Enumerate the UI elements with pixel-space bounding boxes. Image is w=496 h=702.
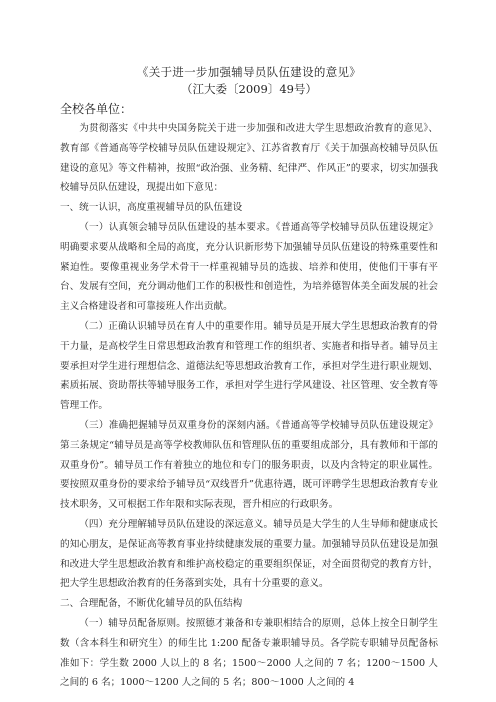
section-heading-2: 二、合理配备，不断优化辅导员的队伍结构 xyxy=(60,598,243,610)
section1-paragraph-2: （二）正确认识辅导员在育人中的重要作用。辅导员是开展大学生思想政治教育的骨干力量，是高校学生日常思想政治教育和管理工作的组织者、实施者和指导者。辅导员主要承担对学生进行理想信念、道德法纪等思想政治教育工作，承担对学生进行职业规划、素质拓展、资助帮扶等辅导服务工作，承担对学生进行学风建设、社区管理、安全教育等管理工作。 xyxy=(60,320,438,412)
section2-paragraph-1: （一）辅导员配备原则。按照德才兼备和专兼职相结合的原则，总体上按全日制学生数（含本科生和研究生）的师生比 1:200 配备专兼职辅导员。各学院专职辅导员配备标准如下：学生数 2000 人以上的 8 名；1500～2000 人之间的 7 名；1200～1500 人之间的 6 名；1000～1200 人之间的 5 名；800～1000 人之间的 4 xyxy=(60,617,438,689)
section1-paragraph-4: （四）充分理解辅导员队伍建设的深远意义。辅导员是大学生的人生导师和健康成长的知心朋友，是保证高等教育事业持续健康发展的重要力量。加强辅导员队伍建设是加强和改进大学生思想政治教育和维护高校稳定的重要组织保证，对全面贯彻党的教育方针，把大学生思想政治教育的任务落到实处，具有十分重要的意义。 xyxy=(60,518,438,590)
document-page xyxy=(60,64,438,693)
section1-paragraph-3: （三）准确把握辅导员双重身份的深刻内涵。《普通高等学校辅导员队伍建设规定》第三条规定“辅导员是高等学校教师队伍和管理队伍的重要组成部分，具有教师和干部的双重身份”。辅导员工作有着独立的地位和专门的服务职责，以及内含特定的职业属性。要按照双重身份的要求给予辅导员“双线晋升”优惠待遇，既可评聘学生思想政治教育专业技术职务，又可根据工作年限和实际表现，晋升相应的行政职务。 xyxy=(60,419,438,511)
intro-paragraph: 为贯彻落实《中共中央国务院关于进一步加强和改进大学生思想政治教育的意见》、教育部《普通高等学校辅导员队伍建设规定》、江苏省教育厅《关于加强高校辅导员队伍建设的意见》等文件精神，按照“政治强、业务精、纪律严、作风正”的要求，切实加强我校辅导员队伍建设，现提出如下意见： xyxy=(60,123,438,194)
section-heading-1: 一、统一认识，高度重视辅导员的队伍建设 xyxy=(60,202,243,214)
salutation: 全校各单位： xyxy=(60,102,133,116)
document-title: 《关于进一步加强辅导员队伍建设的意见》 xyxy=(136,65,362,79)
section1-paragraph-1: （一）认真领会辅导员队伍建设的基本要求。《普通高等学校辅导员队伍建设规定》明确要求要从战略和全局的高度，充分认识新形势下加强辅导员队伍建设的特殊重要性和紧迫性。要像重视业务学术骨干一样重视辅导员的选拔、培养和使用，使他们干事有平台、发展有空间，充分调动他们工作的积极性和创造性，为培养德智体美全面发展的社会主义合格建设者和可靠接班人作出贡献。 xyxy=(60,221,438,313)
document-number: （江大委〔2009〕49号） xyxy=(181,82,317,96)
